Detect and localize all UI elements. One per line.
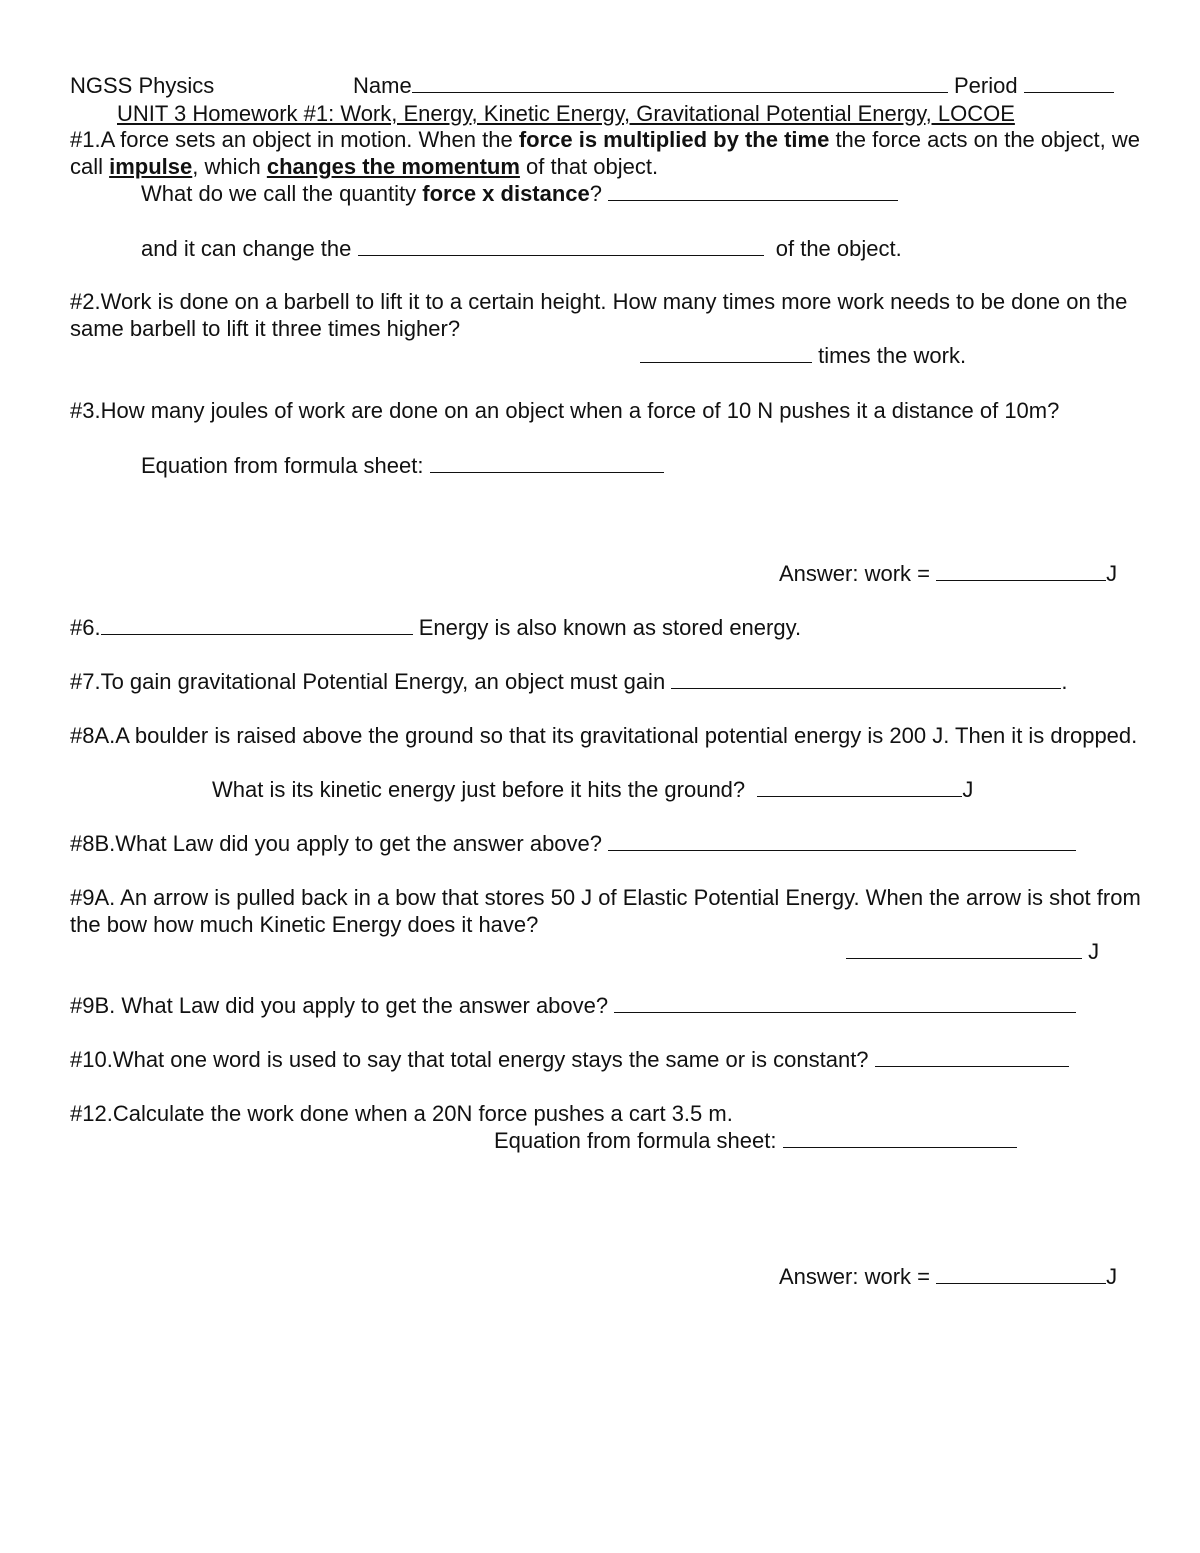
period-field[interactable] xyxy=(954,72,1114,99)
q9a-answer-blank[interactable] xyxy=(846,938,1082,959)
name-field[interactable] xyxy=(353,72,948,99)
q1-bold-force-time: force is multiplied by the time xyxy=(518,127,830,152)
page-title: UNIT 3 Homework #1: Work, Energy, Kinetic Energy, Gravitational Potential Energy, LOCOE xyxy=(117,101,1015,126)
question-1: #1.A force sets an object in motion. When the force is multiplied by the time the force acts on the object, we call impulse, which changes the momentum of that object. xyxy=(70,127,1140,179)
q2-answer-blank[interactable] xyxy=(640,342,812,363)
q2-answer-line: times the work. xyxy=(640,342,966,369)
question-10: #10.What one word is used to say that total energy stays the same or is constant? xyxy=(70,1046,1069,1073)
q1-change-line: and it can change the of the object. xyxy=(141,236,902,261)
q3-equation-blank[interactable] xyxy=(430,452,664,473)
q7-answer-blank[interactable] xyxy=(671,668,1061,689)
question-6: #6. Energy is also known as stored energy. xyxy=(70,615,802,640)
q12-equation-blank[interactable] xyxy=(783,1127,1017,1148)
question-8b: #8B.What Law did you apply to get the answer above? xyxy=(70,830,1076,857)
q1-bold-impulse: impulse xyxy=(109,154,193,179)
q6-answer-blank[interactable] xyxy=(101,614,413,635)
question-12: #12.Calculate the work done when a 20N force pushes a cart 3.5 m. xyxy=(70,1101,733,1126)
name-label: Name xyxy=(353,73,412,98)
question-9a: #9A. An arrow is pulled back in a bow that stores 50 J of Elastic Potential Energy. When the arrow is shot from the bow how much Kinetic Energy does it have? xyxy=(70,885,1141,937)
q1-change-blank[interactable] xyxy=(358,235,764,256)
period-label: Period xyxy=(954,73,1018,98)
q8a-question-line: What is its kinetic energy just before it hits the ground? J xyxy=(212,777,974,802)
q8b-answer-blank[interactable] xyxy=(608,830,1076,851)
q3-answer-line: Answer: work = J xyxy=(779,561,1118,586)
q3-answer-blank[interactable] xyxy=(936,560,1106,581)
course-name: NGSS Physics xyxy=(70,73,215,98)
question-2: #2.Work is done on a barbell to lift it to a certain height. How many times more work needs to be done on the same barbell to lift it three times higher? xyxy=(70,289,1128,341)
q1-answer-blank[interactable] xyxy=(608,180,898,201)
q12-equation-line: Equation from formula sheet: xyxy=(494,1127,1017,1154)
q12-answer-blank[interactable] xyxy=(936,1263,1106,1284)
question-9b: #9B. What Law did you apply to get the answer above? xyxy=(70,992,1076,1019)
q9a-answer-line: J xyxy=(846,938,1099,965)
q1-bold-momentum: changes the momentum xyxy=(266,154,520,179)
q8a-answer-blank[interactable] xyxy=(757,776,962,797)
q3-equation-line: Equation from formula sheet: xyxy=(141,452,664,479)
question-3: #3.How many joules of work are done on an object when a force of 10 N pushes it a distance of 10m? xyxy=(70,398,1060,423)
question-8a: #8A.A boulder is raised above the ground so that its gravitational potential energy is 200 J. Then it is dropped. xyxy=(70,723,1138,748)
name-blank[interactable] xyxy=(412,72,948,93)
q10-answer-blank[interactable] xyxy=(875,1046,1069,1067)
q1-force-distance-question: What do we call the quantity force x distance? xyxy=(141,180,898,207)
q9b-answer-blank[interactable] xyxy=(614,992,1076,1013)
q12-answer-line: Answer: work = J xyxy=(779,1264,1118,1289)
period-blank[interactable] xyxy=(1024,72,1114,93)
question-7: #7.To gain gravitational Potential Energy, an object must gain . xyxy=(70,669,1068,694)
